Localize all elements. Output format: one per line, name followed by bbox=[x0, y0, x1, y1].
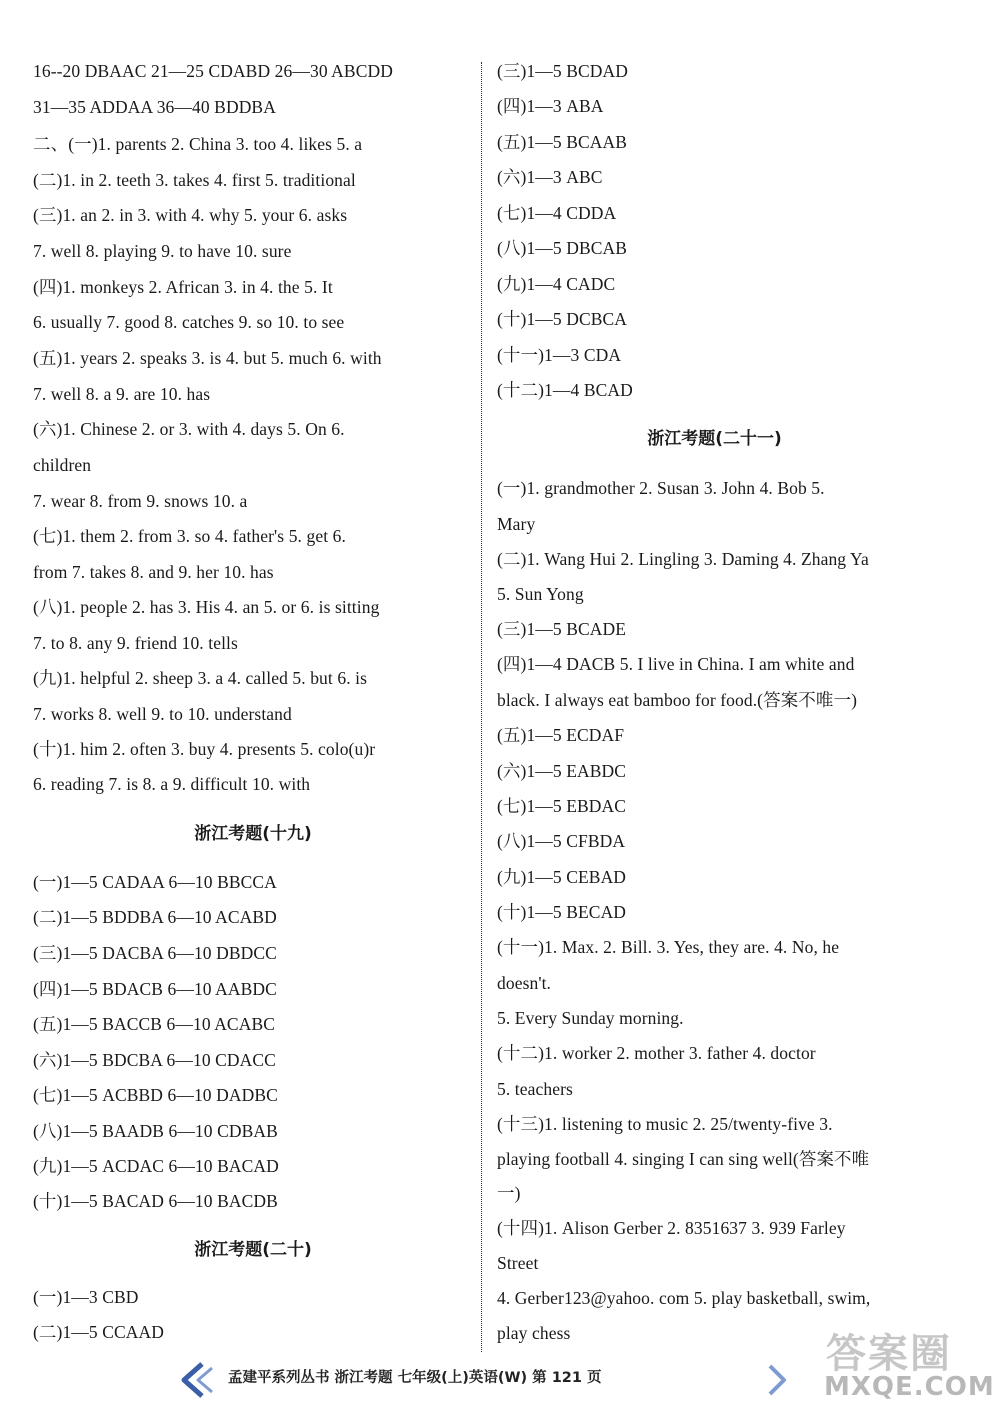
answer-line: 一) bbox=[497, 1183, 521, 1203]
answer-line: (七)1—4 CDDA bbox=[497, 203, 617, 223]
answer-line: (六)1. Chinese 2. or 3. with 4. days 5. On 6. bbox=[33, 419, 345, 439]
answer-line: (五)1—5 BACCB 6—10 ACABC bbox=[33, 1014, 275, 1034]
answer-line: (三)1. an 2. in 3. with 4. why 5. your 6. asks bbox=[33, 205, 348, 225]
page-footer: 孟建平系列丛书 浙江考题 七年级(上)英语(W) 第 121 页 bbox=[228, 1370, 602, 1386]
answer-line: (九)1. helpful 2. sheep 3. a 4. called 5. but 6. is bbox=[33, 668, 368, 688]
answer-line: (一)1—3 CBD bbox=[33, 1287, 139, 1307]
answer-line: (十)1. him 2. often 3. buy 4. presents 5. colo(u)r bbox=[33, 739, 376, 759]
answer-line: 31—35 ADDAA 36—40 BDDBA bbox=[33, 97, 276, 117]
answer-line: (四)1. monkeys 2. African 3. in 4. the 5. It bbox=[33, 277, 333, 297]
answer-line: (一)1. grandmother 2. Susan 3. John 4. Bob 5. bbox=[497, 478, 825, 498]
answer-line: from 7. takes 8. and 9. her 10. has bbox=[33, 562, 274, 582]
answer-line: 6. usually 7. good 8. catches 9. so 10. to see bbox=[33, 312, 345, 332]
answer-line: 5. Sun Yong bbox=[497, 584, 584, 604]
answer-line: (八)1—5 BAADB 6—10 CDBAB bbox=[33, 1121, 278, 1141]
answer-line: 7. well 8. a 9. are 10. has bbox=[33, 384, 211, 404]
answer-line: (八)1—5 DBCAB bbox=[497, 238, 628, 258]
column-divider bbox=[481, 62, 482, 1352]
answer-line: 7. wear 8. from 9. snows 10. a bbox=[33, 491, 248, 511]
watermark-site: MXQE.COM bbox=[824, 1372, 995, 1402]
answer-line: playing football 4. singing I can sing well(答案不唯 bbox=[497, 1149, 870, 1169]
answer-line: (十二)1. worker 2. mother 3. father 4. doctor bbox=[497, 1043, 816, 1063]
answer-line: (九)1—4 CADC bbox=[497, 274, 616, 294]
answer-line: (六)1—5 EABDC bbox=[497, 761, 627, 781]
answer-line: 7. well 8. playing 9. to have 10. sure bbox=[33, 241, 292, 261]
answer-line: 6. reading 7. is 8. a 9. difficult 10. with bbox=[33, 774, 311, 794]
section-heading-19: 浙江考题(十九) bbox=[194, 824, 312, 844]
answer-line: (三)1—5 BCDAD bbox=[497, 61, 628, 81]
answer-line: Mary bbox=[497, 514, 536, 534]
answer-line: black. I always eat bamboo for food.(答案不唯一) bbox=[497, 690, 858, 710]
answer-line: (七)1—5 EBDAC bbox=[497, 796, 627, 816]
answer-line: Street bbox=[497, 1253, 539, 1273]
answer-line: (九)1—5 CEBAD bbox=[497, 867, 627, 887]
answer-line: 5. teachers bbox=[497, 1079, 573, 1099]
answer-line: (十三)1. listening to music 2. 25/twenty-five 3. bbox=[497, 1114, 833, 1134]
answer-line: (十)1—5 BACAD 6—10 BACDB bbox=[33, 1191, 278, 1211]
answer-line: (六)1—5 BDCBA 6—10 CDACC bbox=[33, 1050, 276, 1070]
section-heading-20: 浙江考题(二十) bbox=[194, 1240, 312, 1260]
answer-line: (二)1. Wang Hui 2. Lingling 3. Daming 4. Zhang Ya bbox=[497, 549, 869, 569]
answer-line: (十二)1—4 BCAD bbox=[497, 380, 633, 400]
answer-line: (十四)1. Alison Gerber 2. 8351637 3. 939 Farley bbox=[497, 1218, 846, 1238]
answer-line: (七)1—5 ACBBD 6—10 DADBC bbox=[33, 1085, 278, 1105]
section-heading-21: 浙江考题(二十一) bbox=[647, 429, 782, 449]
answer-line: (五)1. years 2. speaks 3. is 4. but 5. much 6. with bbox=[33, 348, 382, 368]
answer-line: 16--20 DBAAC 21—25 CDABD 26—30 ABCDD bbox=[33, 61, 393, 81]
answer-line: (三)1—5 BCADE bbox=[497, 619, 627, 639]
answer-line: play chess bbox=[497, 1323, 571, 1343]
answer-line: (九)1—5 ACDAC 6—10 BACAD bbox=[33, 1156, 279, 1176]
answer-line: (八)1. people 2. has 3. His 4. an 5. or 6. is sitting bbox=[33, 597, 380, 617]
answer-line: (七)1. them 2. from 3. so 4. father's 5. get 6. bbox=[33, 526, 346, 546]
watermark-logo: 答案圈 bbox=[826, 1331, 952, 1377]
answer-line: (二)1—5 CCAAD bbox=[33, 1322, 164, 1342]
chevron-left-icon[interactable] bbox=[176, 1360, 216, 1400]
answer-line: 二、(一)1. parents 2. China 3. too 4. likes 5. a bbox=[33, 134, 363, 154]
answer-line: (十)1—5 DCBCA bbox=[497, 309, 628, 329]
answer-line: 7. works 8. well 9. to 10. understand bbox=[33, 704, 292, 724]
answer-line: 4. Gerber123@yahoo. com 5. play basketball, swim, bbox=[497, 1288, 871, 1308]
answer-line: (五)1—5 BCAAB bbox=[497, 132, 628, 152]
answer-line: 5. Every Sunday morning. bbox=[497, 1008, 684, 1028]
answer-line: (八)1—5 CFBDA bbox=[497, 831, 626, 851]
chevron-right-icon[interactable] bbox=[764, 1360, 790, 1400]
answer-line: (六)1—3 ABC bbox=[497, 167, 603, 187]
answer-line: (三)1—5 DACBA 6—10 DBDCC bbox=[33, 943, 277, 963]
answer-line: (十一)1. Max. 2. Bill. 3. Yes, they are. 4. No, he bbox=[497, 937, 840, 957]
answer-line: doesn't. bbox=[497, 973, 552, 993]
answer-line: (四)1—4 DACB 5. I live in China. I am white and bbox=[497, 654, 855, 674]
answer-line: (一)1—5 CADAA 6—10 BBCCA bbox=[33, 872, 277, 892]
answer-line: 7. to 8. any 9. friend 10. tells bbox=[33, 633, 238, 653]
answer-line: children bbox=[33, 455, 92, 475]
answer-line: (四)1—5 BDACB 6—10 AABDC bbox=[33, 979, 277, 999]
answer-line: (十)1—5 BECAD bbox=[497, 902, 627, 922]
answer-line: (二)1—5 BDDBA 6—10 ACABD bbox=[33, 907, 277, 927]
answer-line: (二)1. in 2. teeth 3. takes 4. first 5. traditional bbox=[33, 170, 356, 190]
answer-line: (十一)1—3 CDA bbox=[497, 345, 622, 365]
answer-line: (五)1—5 ECDAF bbox=[497, 725, 625, 745]
answer-line: (四)1—3 ABA bbox=[497, 96, 604, 116]
